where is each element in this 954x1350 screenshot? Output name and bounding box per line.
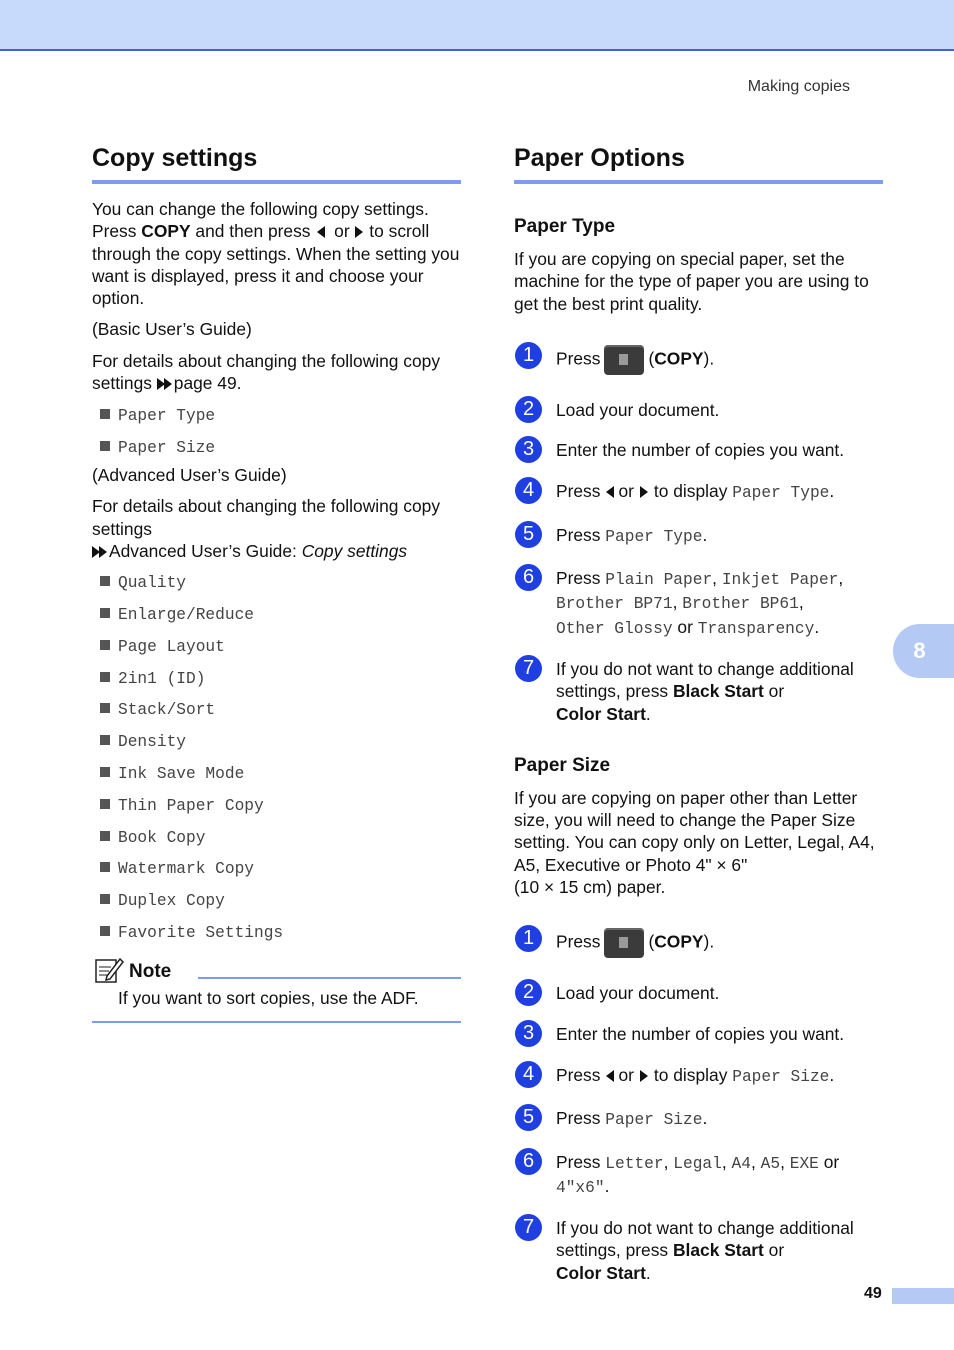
- list-item: Book Copy: [92, 826, 461, 858]
- copy-settings-title: Copy settings: [92, 140, 461, 184]
- bullet-icon: [100, 409, 110, 419]
- bullet-icon: [100, 735, 110, 745]
- step-number: 1: [515, 925, 542, 952]
- paper-options-column: [514, 140, 883, 1284]
- bullet-icon: [100, 926, 110, 936]
- list-item: Favorite Settings: [92, 921, 461, 953]
- bullet-icon: [100, 894, 110, 904]
- list-item: Density: [92, 730, 461, 762]
- step-number: 7: [515, 655, 542, 682]
- right-arrow-icon: [640, 486, 648, 498]
- list-item: Duplex Copy: [92, 889, 461, 921]
- note-header: [92, 955, 461, 987]
- paper-type-step-3: 3 Enter the number of copies you want.: [514, 439, 883, 461]
- bullet-icon: [100, 576, 110, 586]
- copy-button-icon: [604, 345, 644, 375]
- list-item: Stack/Sort: [92, 698, 461, 730]
- right-arrow-icon: [355, 226, 363, 238]
- basic-guide-label: (Basic User’s Guide): [92, 319, 252, 340]
- step-number: 2: [515, 979, 542, 1006]
- list-item: Ink Save Mode: [92, 762, 461, 794]
- paper-size-step-3: 3 Enter the number of copies you want.: [514, 1023, 883, 1045]
- advanced-guide-label: (Advanced User’s Guide): [92, 464, 287, 485]
- list-item: 2in1 (ID): [92, 667, 461, 699]
- step-number: 6: [515, 1148, 542, 1175]
- list-item: Quality: [92, 571, 461, 603]
- advanced-guide-reference: Advanced User’s Guide: Copy settings: [92, 540, 461, 562]
- paper-type-step-5: 5 Press Paper Type.: [514, 524, 883, 548]
- paper-size-step-4: 4 Press or to display Paper Size.: [514, 1064, 883, 1088]
- page-number-tab: [892, 1288, 954, 1304]
- paper-size-step-6: 6 Press Letter, Legal, A4, A5, EXE or 4"x6".: [514, 1151, 883, 1200]
- paper-options-title: Paper Options: [514, 140, 883, 184]
- note-divider: [198, 977, 461, 979]
- bullet-icon: [100, 703, 110, 713]
- note-title: Note: [129, 960, 172, 982]
- copy-button-icon: [604, 928, 644, 958]
- page-number: 49: [864, 1285, 882, 1302]
- paper-size-step-1: 1 Press (COPY).: [514, 928, 883, 958]
- step-number: 5: [515, 1104, 542, 1131]
- left-arrow-icon: [606, 1070, 614, 1082]
- bullet-icon: [100, 640, 110, 650]
- step-number: 3: [515, 1020, 542, 1047]
- bullet-icon: [100, 831, 110, 841]
- running-head: Making copies: [747, 78, 850, 95]
- right-arrow-icon: [640, 1070, 648, 1082]
- list-item: Page Layout: [92, 635, 461, 667]
- advanced-guide-details: For details about changing the following copy settings: [92, 496, 441, 539]
- step-number: 7: [515, 1214, 542, 1241]
- left-arrow-icon: [606, 486, 614, 498]
- paper-type-step-2: 2 Load your document.: [514, 399, 883, 421]
- paper-type-step-7: 7 If you do not want to change additional settings, press Black Start or Color Start.: [514, 658, 883, 725]
- paper-size-step-7: 7 If you do not want to change additional settings, press Black Start or Color Start.: [514, 1217, 883, 1284]
- paper-type-step-1: 1 Press (COPY).: [514, 345, 883, 375]
- bullet-icon: [100, 608, 110, 618]
- left-arrow-icon: [317, 226, 325, 238]
- step-number: 4: [515, 477, 542, 504]
- chapter-tab: 8: [893, 624, 954, 678]
- paper-size-intro: If you are copying on paper other than Letter size, you will need to change the Paper Size setting. You can copy only on Letter, Legal, A4, A5, Executive or Photo 4" × 6" (10 × 15 cm) paper.: [514, 787, 875, 898]
- basic-settings-list: [92, 404, 461, 468]
- bullet-icon: [100, 799, 110, 809]
- bullet-icon: [100, 862, 110, 872]
- step-number: 2: [515, 396, 542, 423]
- double-arrow-icon: [157, 378, 171, 390]
- bullet-icon: [100, 767, 110, 777]
- header-bar: [0, 0, 954, 51]
- list-item: Paper Type: [92, 404, 461, 436]
- bullet-icon: [100, 441, 110, 451]
- note-text: If you want to sort copies, use the ADF.: [92, 987, 461, 1023]
- list-item: Thin Paper Copy: [92, 794, 461, 826]
- paper-size-step-2: 2 Load your document.: [514, 982, 883, 1004]
- step-number: 6: [515, 564, 542, 591]
- advanced-settings-list: [92, 571, 461, 953]
- note-box: [92, 955, 461, 1023]
- intro-paragraph: You can change the following copy settings. Press COPY and then press or to scroll through the copy settings. When the setting you want is displayed, press it and choose your option.: [92, 199, 460, 309]
- list-item: Enlarge/Reduce: [92, 603, 461, 635]
- step-number: 3: [515, 436, 542, 463]
- step-number: 4: [515, 1061, 542, 1088]
- list-item: Paper Size: [92, 436, 461, 468]
- basic-guide-details: For details about changing the following copy settings page 49.: [92, 350, 441, 394]
- copy-settings-column: [92, 140, 461, 1023]
- step-number: 5: [515, 521, 542, 548]
- note-pencil-icon: [94, 955, 124, 985]
- double-arrow-icon: [92, 546, 106, 558]
- paper-type-heading: Paper Type: [514, 216, 616, 237]
- paper-type-intro: If you are copying on special paper, set the machine for the type of paper you are using to get the best print quality.: [514, 249, 869, 314]
- paper-type-step-4: 4 Press or to display Paper Type.: [514, 480, 883, 504]
- paper-type-step-6: 6 Press Plain Paper, Inkjet Paper, Brother BP71, Brother BP61, Other Glossy or Transparency.: [514, 567, 883, 640]
- paper-size-heading: Paper Size: [514, 754, 611, 776]
- step-number: 1: [515, 342, 542, 369]
- bullet-icon: [100, 672, 110, 682]
- list-item: Watermark Copy: [92, 857, 461, 889]
- paper-size-step-5: 5 Press Paper Size.: [514, 1107, 883, 1131]
